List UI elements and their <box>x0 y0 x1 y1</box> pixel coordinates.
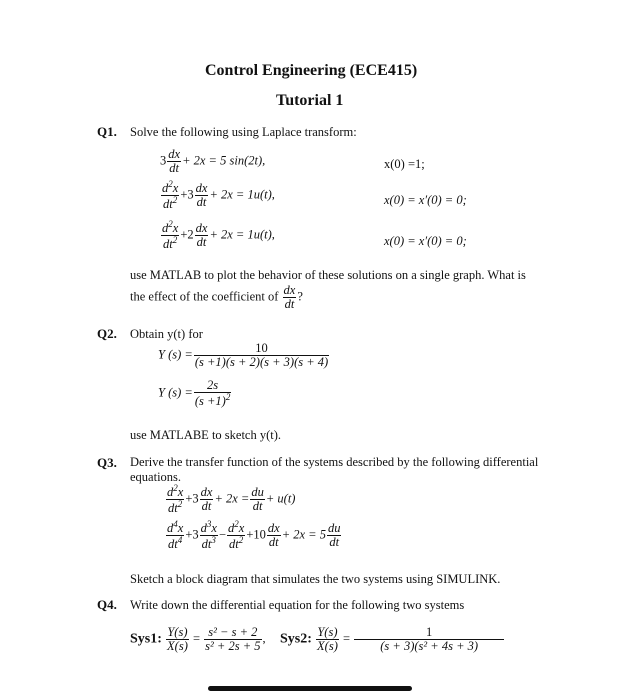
course-title: Control Engineering (ECE415) <box>205 62 418 79</box>
q4-sys1: Sys1: $\frac{Y(s)}{X(s)}$ = $\frac{\text{s² − s + 2}}{\text{s² + 2s + 5}}$ , <box>130 625 266 654</box>
q1-matlab-line2: the effect of the coefficient of $\frac{dx}{dt}$ ? <box>130 283 303 312</box>
tutorial-title: Tutorial 1 <box>276 92 344 109</box>
q1-matlab-line1: use MATLAB to plot the behavior of these solutions on a single graph. What is <box>130 268 526 282</box>
q1-prompt: Solve the following using Laplace transform: <box>130 125 357 139</box>
q1-eq3-ic: x(0) = x′(0) = 0; <box>384 234 467 248</box>
q4-prompt: Write down the differential equation for the following two systems <box>130 598 465 612</box>
q2-eq2: Y (s) = $\frac{2s}{(s +1)^2}$ <box>158 378 231 409</box>
q2-eq1: Y (s) = $\frac{10}{(s +1)(s + 2)(s + 3)(s + 4)}$ <box>158 341 329 370</box>
home-indicator[interactable] <box>208 686 412 691</box>
q1-eq1: 3 $\frac{dx}{dt}$ + 2x = 5 sin(2t), <box>160 147 266 176</box>
q1-eq1-ic: x(0) =1; <box>384 157 425 171</box>
q2-prompt: Obtain y(t) for <box>130 327 203 341</box>
q4-label: Q4. <box>97 597 117 612</box>
q3-prompt-line1: Derive the transfer function of the systems described by the following differential <box>130 455 539 469</box>
q1-eq3: $\frac{d^2x}{dt^2}$ +2 $\frac{dx}{dt}$ + 2x = 1u(t), <box>162 219 275 252</box>
q2-label: Q2. <box>97 326 117 341</box>
q3-note: Sketch a block diagram that simulates the two systems using SIMULINK. <box>130 572 501 586</box>
q2-note: use MATLABE to sketch y(t). <box>130 428 282 442</box>
q3-prompt-line2: equations. <box>130 470 182 484</box>
q3-eq1: $\frac{d^2x}{dt^2}$ +3 $\frac{dx}{dt}$ + 2x = $\frac{du}{dt}$ + u(t) <box>167 483 296 516</box>
q1-label: Q1. <box>97 124 117 139</box>
q1-eq2-ic: x(0) = x′(0) = 0; <box>384 193 467 207</box>
q4-sys2: Sys2: $\frac{Y(s)}{X(s)}$ = $\frac{1}{\text{(s + 3)(s² + 4s + 3)}}$ <box>280 626 505 653</box>
q3-eq2: $\frac{d^4x}{dt^4}$ +3 $\frac{d^3x}{dt^3}$ − $\frac{d^2x}{dt^2}$ +10 $\frac{dx}{dt}$ + 2x = 5 $\frac{du}{dt}$ <box>167 519 341 552</box>
q3-label: Q3. <box>97 455 117 470</box>
q1-eq2: $\frac{d^2x}{dt^2}$ +3 $\frac{dx}{dt}$ + 2x = 1u(t), <box>162 179 275 212</box>
